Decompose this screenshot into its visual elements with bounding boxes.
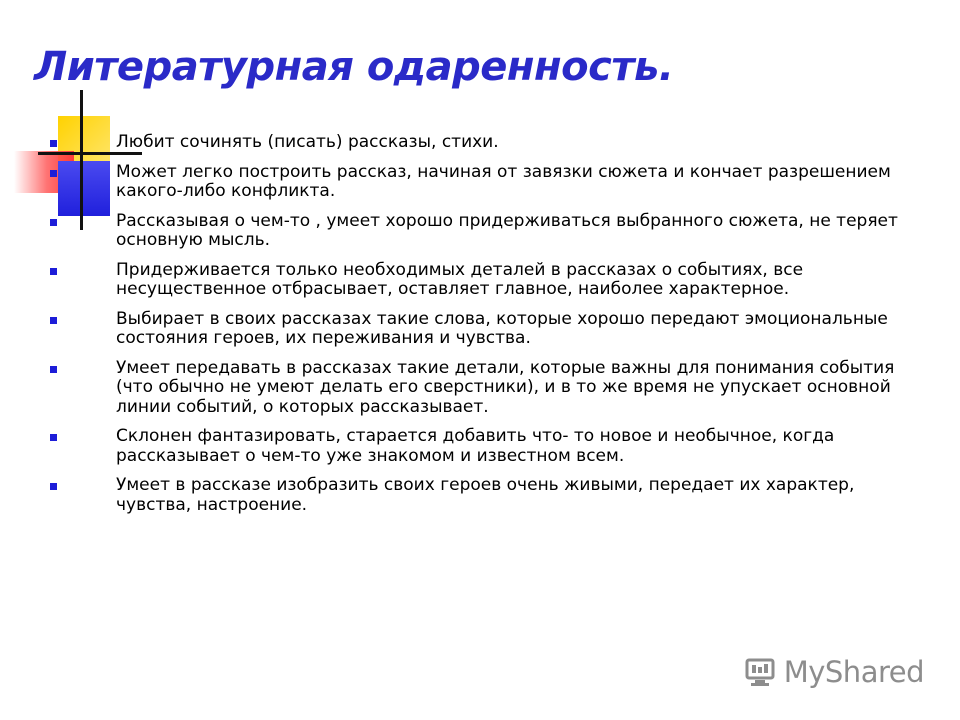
monitor-icon	[744, 655, 778, 689]
watermark-text: MyShared	[783, 655, 924, 689]
bullet-icon	[50, 170, 57, 177]
bullet-icon	[50, 434, 57, 441]
list-item	[50, 427, 910, 466]
bullet-icon	[50, 366, 57, 373]
list-item-text: Рассказывая о чем-то , умеет хорошо придерживаться выбранного сюжета, не теряет основную мысль.	[116, 210, 898, 250]
list-item-text: Любит сочинять (писать) рассказы, стихи.	[116, 132, 499, 152]
slide-title: Литературная одаренность.	[34, 44, 674, 90]
list-item	[50, 163, 910, 202]
list-item-text: Выбирает в своих рассказах такие слова, которые хорошо передают эмоциональные состояния героев, их переживания и чувства.	[116, 308, 888, 348]
list-item	[50, 261, 910, 300]
list-item-text: Склонен фантазировать, старается добавить что- то новое и необычное, когда рассказывает о чем-то уже знакомом и известном всем.	[116, 426, 835, 466]
list-item	[50, 212, 910, 251]
list-item-text: Умеет в рассказе изобразить своих героев очень живыми, передает их характер, чувства, настроение.	[116, 475, 855, 515]
bullet-icon	[50, 219, 57, 226]
list-item-text: Придерживается только необходимых деталей в рассказах о событиях, все несущественное отбрасывает, оставляет главное, наиболее характерное.	[116, 259, 804, 299]
watermark	[744, 655, 924, 689]
list-item	[50, 133, 910, 153]
list-item	[50, 359, 910, 418]
bullet-icon	[50, 268, 57, 275]
list-item-text: Умеет передавать в рассказах такие детали, которые важны для понимания события (что обычно не умеют делать его сверстники), и в то же время не упускает основной линии событий, о которых рассказывает.	[116, 357, 895, 417]
bullet-icon	[50, 317, 57, 324]
list-item	[50, 476, 910, 515]
bullet-icon	[50, 483, 57, 490]
bullet-icon	[50, 140, 57, 147]
bullet-list	[50, 133, 910, 525]
list-item	[50, 310, 910, 349]
list-item-text: Может легко построить рассказ, начиная от завязки сюжета и кончает разрешением какого-либо конфликта.	[116, 161, 891, 201]
